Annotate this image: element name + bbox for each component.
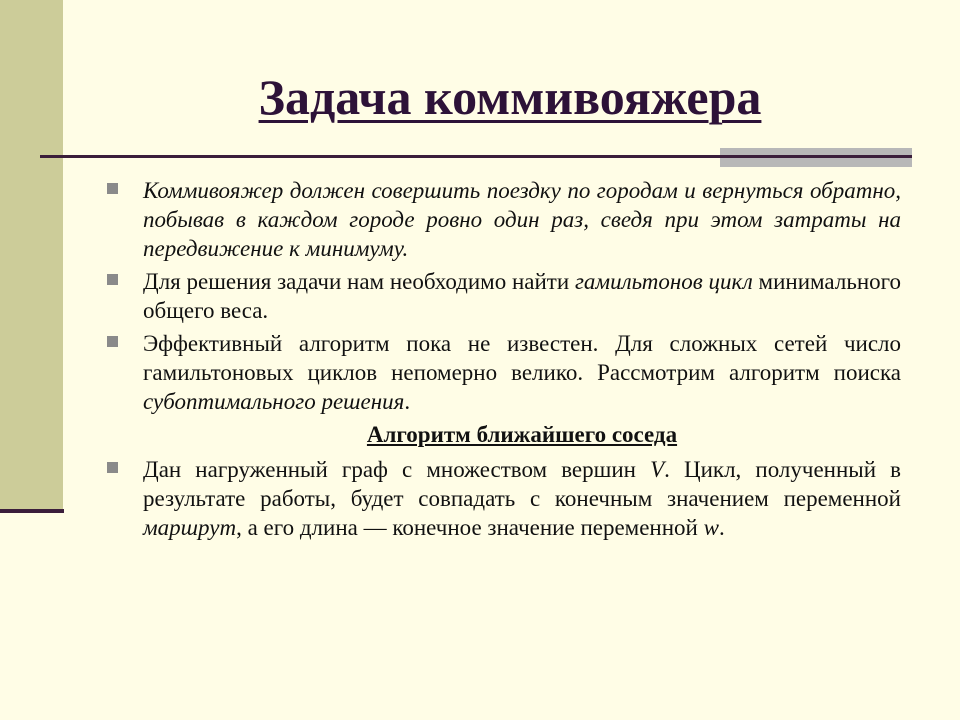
slide-title: Задача коммивояжера [258, 69, 762, 125]
bullet-italic-term: субоптимального решения [143, 389, 405, 414]
left-band-divider [0, 509, 64, 513]
bullet-italic-term: маршрут [143, 515, 237, 540]
bullet-text: Коммивояжер должен совершить поездку по городам и вернуться обратно, побывав в каждом городе ровно один раз, сведя при этом затраты на передвижение к минимуму. [143, 178, 901, 261]
square-bullet-icon [107, 336, 118, 347]
bullet-italic-term: V [650, 457, 665, 482]
bullet-text: минимального общего веса. [143, 269, 901, 323]
bullet-item [107, 267, 901, 325]
bullet-text: . [718, 515, 725, 540]
bullet-text: Для решения задачи нам необходимо найти [143, 269, 575, 294]
square-bullet-icon [107, 462, 118, 473]
bullet-text: . Цикл, полученный в результате работы, будет совпадать с конечным значением переменной [143, 457, 901, 511]
bullet-text: . [404, 389, 411, 414]
square-bullet-icon [107, 274, 118, 285]
slide-content [107, 176, 901, 546]
square-bullet-icon [107, 183, 118, 194]
bullet-italic-term: гамильтонов цикл [574, 269, 753, 294]
bullet-text: , а его длина — конечное значение переменной [236, 515, 704, 540]
left-decorative-band [0, 0, 63, 512]
bullet-item [107, 329, 901, 416]
bullet-item [107, 455, 901, 542]
title-accent-rule [720, 155, 912, 158]
bullet-italic-term: w [703, 515, 719, 540]
bullet-text: Дан нагруженный граф с множеством вершин [143, 457, 651, 482]
bullet-text: Эффективный алгоритм пока не известен. Для сложных сетей число гамильтоновых циклов непомерно велико. Рассмотрим алгоритм поиска [143, 331, 901, 385]
bullet-item [107, 176, 901, 263]
subheading: Алгоритм ближайшего соседа [366, 422, 678, 447]
